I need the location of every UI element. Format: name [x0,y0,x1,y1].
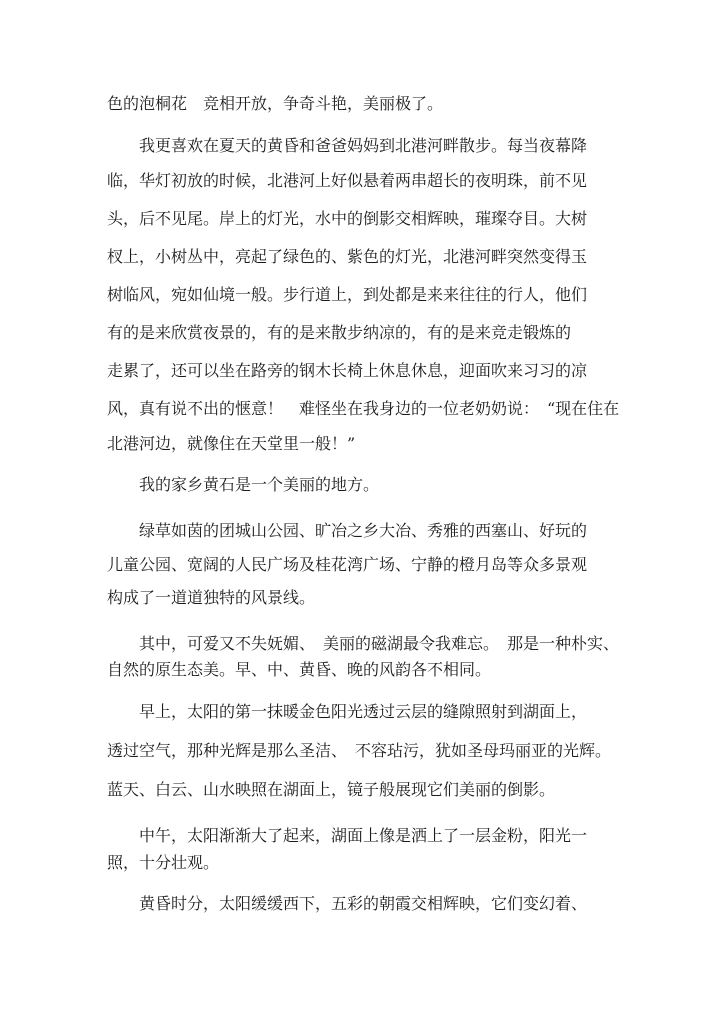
text-line: 走累了，还可以坐在路旁的钢木长椅上休息休息，迎面吹来习习的凉 [107,361,588,380]
text-line: 黄昏时分，太阳缓缓西下，五彩的朝霞交相辉映，它们变幻着、 [139,894,588,913]
text-line: 色的泡桐花 竞相开放，争奇斗艳，美丽极了。 [107,94,444,113]
text-line: 自然的原生态美。早、中、黄昏、晚的风韵各不相同。 [107,660,492,679]
text-line: 蓝天、白云、山水映照在湖面上，镜子般展现它们美丽的倒影。 [107,780,556,799]
text-line: 风，真有说不出的惬意！ 难怪坐在我身边的一位老奶奶说： “现在住在 [107,399,620,418]
text-line: 绿草如茵的团城山公园、旷冶之乡大冶、秀雅的西塞山、好玩的 [139,521,588,540]
text-line: 北港河边，就像住在天堂里一般！” [107,434,356,453]
text-line: 儿童公园、宽阔的人民广场及桂花湾广场、宁静的橙月岛等众多景观 [107,555,588,574]
text-line: 有的是来欣赏夜景的，有的是来散步纳凉的，有的是来竞走锻炼的 [107,323,572,342]
text-line: 照，十分壮观。 [107,853,220,872]
text-line: 早上，太阳的第一抹暖金色阳光透过云层的缝隙照射到湖面上， [139,702,588,721]
text-line: 我的家乡黄石是一个美丽的地方。 [139,475,380,494]
text-line: 我更喜欢在夏天的黄昏和爸爸妈妈到北港河畔散步。每当夜幕降 [139,136,588,155]
text-line: 构成了一道道独特的风景线。 [107,588,316,607]
text-line: 临，华灯初放的时候，北港河上好似悬着两串超长的夜明珠，前不见 [107,171,588,190]
text-line: 树临风，宛如仙境一般。步行道上，到处都是来来往往的行人，他们 [107,285,588,304]
text-line: 头，后不见尾。岸上的灯光，水中的倒影交相辉映，璀璨夺目。大树 [107,209,588,228]
text-line: 中午，太阳渐渐大了起来，湖面上像是洒上了一层金粉，阳光一 [139,826,588,845]
text-line: 其中，可爱又不失妩媚、 美丽的磁湖最令我难忘。 那是一种朴实、 [139,634,620,653]
text-line: 杈上，小树丛中，亮起了绿色的、紫色的灯光，北港河畔突然变得玉 [107,247,588,266]
text-line: 透过空气，那种光辉是那么圣洁、 不容玷污，犹如圣母玛丽亚的光辉。 [107,741,612,760]
